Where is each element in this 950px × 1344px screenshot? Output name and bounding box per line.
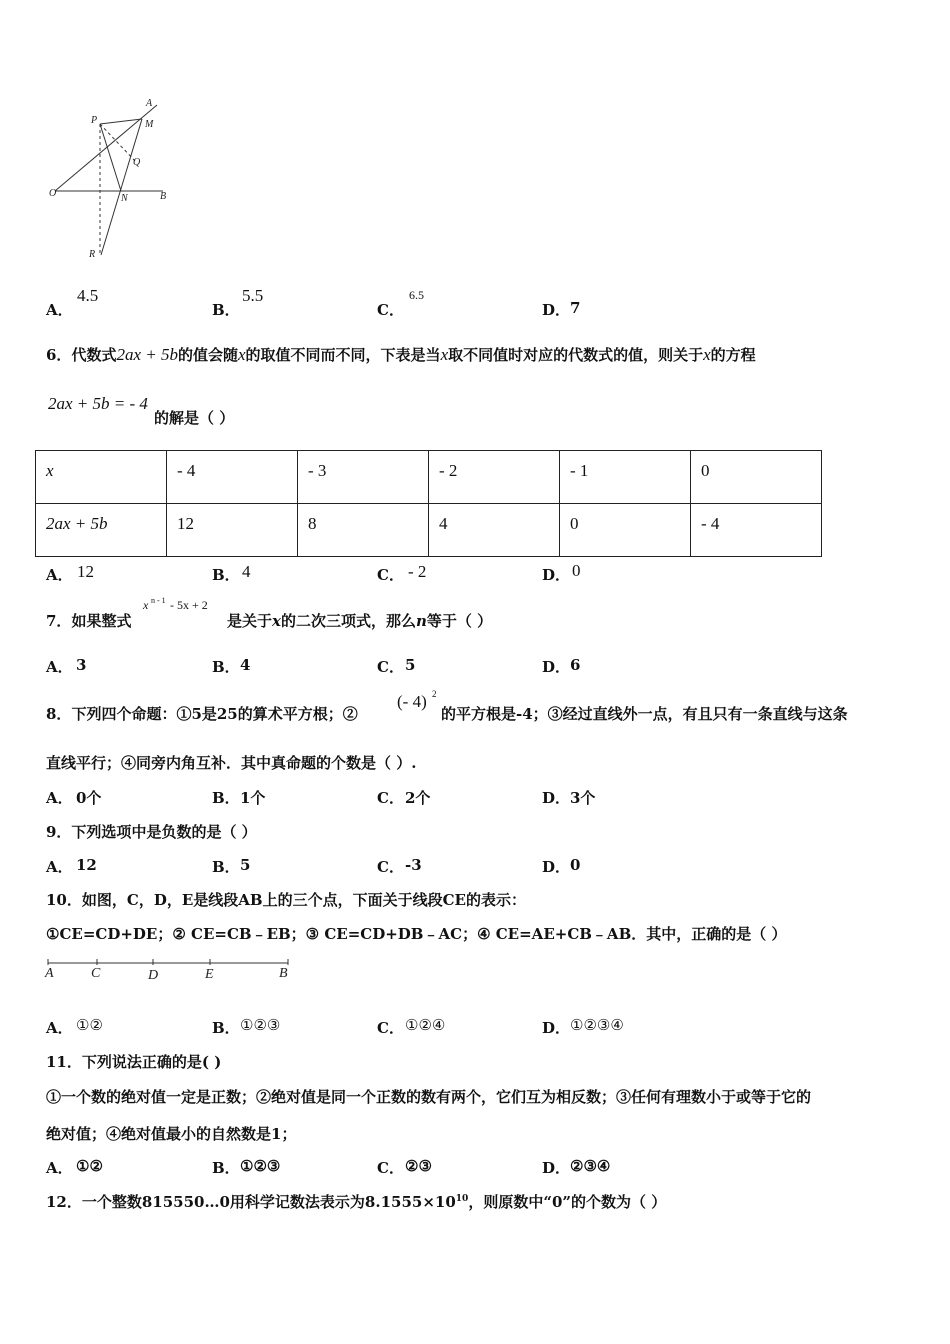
option-a-value: ①②: [76, 1157, 103, 1175]
option-c-letter: C．: [377, 566, 404, 584]
option-c-letter: C．: [377, 1159, 404, 1177]
option-d-letter: D．: [542, 301, 571, 319]
option-c-value: 2个: [405, 789, 431, 807]
q7-var-x: x: [272, 612, 281, 630]
q7-text-2: 是关于: [227, 612, 273, 630]
q6-text-4: 取不同值时对应的代数式的值，则关于: [448, 346, 704, 364]
q12-text-1: 12．一个整数815550…0用科学记数法表示为8.1555×10: [46, 1193, 456, 1211]
segment-diagram: [44, 955, 294, 985]
point-d-label: D: [148, 968, 159, 983]
option-c-value: 5: [405, 656, 416, 674]
label-n: N: [121, 193, 128, 204]
option-d-value: 7: [570, 299, 581, 317]
q6-var-x: x: [440, 345, 449, 364]
q6-text-1: 代数式: [71, 346, 117, 364]
table-cell: - 1: [560, 451, 691, 504]
table-cell: - 2: [429, 451, 560, 504]
option-c-value: 6.5: [409, 288, 424, 302]
option-b-letter: B．: [212, 658, 240, 676]
q10-statements: ①CE=CD+DE；② CE=CB﹣EB；③ CE=CD+DB﹣AC；④ CE=AE+CB﹣AB．其中，正确的是（ ）: [46, 925, 787, 943]
table-cell: 8: [298, 504, 429, 557]
option-b-value: 1个: [240, 789, 266, 807]
q8-line-2: 直线平行；④同旁内角互补．其中真命题的个数是（ ）.: [46, 754, 417, 772]
q6-value-table: [35, 450, 822, 557]
q6-expression: 2ax + 5b: [116, 345, 178, 364]
option-a-value: 12: [76, 856, 97, 874]
option-d-letter: D．: [542, 566, 571, 584]
q6-var-x: x: [238, 345, 246, 364]
q6-stem: [46, 344, 756, 365]
q7-text-1: 如果整式: [71, 612, 132, 630]
option-b-value: 5: [240, 856, 251, 874]
option-c-letter: C．: [377, 1019, 404, 1037]
q12-text-2: ，则原数中“0”的个数为（ ）: [468, 1193, 667, 1211]
option-c-letter: C．: [377, 301, 404, 319]
option-c-letter: C．: [377, 789, 404, 807]
q7-stem: [46, 610, 131, 631]
q8-number: 8．: [46, 705, 72, 723]
option-a-letter: A．: [46, 1019, 73, 1037]
option-d-value: 0: [570, 856, 581, 874]
q7-number: 7．: [46, 612, 72, 630]
q6-text-3: 的取值不同而不同，下表是当: [245, 346, 441, 364]
option-b-value: 4: [242, 562, 251, 581]
q7-exponent: n - 1: [151, 596, 166, 605]
label-q: Q: [133, 157, 141, 168]
option-b-value: ①②③: [240, 1016, 281, 1034]
table-cell: 0: [691, 451, 822, 504]
option-a-letter: A．: [46, 658, 73, 676]
option-c-value: -3: [405, 856, 422, 874]
geometry-figure: [45, 95, 185, 265]
option-a-letter: A．: [46, 789, 73, 807]
option-a-value: ①②: [76, 1016, 103, 1034]
q8-exponent: 2: [432, 689, 437, 699]
option-b-letter: B．: [212, 1159, 240, 1177]
point-a-label: A: [45, 966, 54, 981]
table-cell: - 4: [167, 451, 298, 504]
option-d-letter: D．: [542, 1159, 571, 1177]
table-row: [36, 504, 822, 557]
option-b-letter: B．: [212, 858, 240, 876]
label-r: R: [89, 249, 96, 260]
option-a-letter: A．: [46, 301, 73, 319]
option-c-letter: C．: [377, 858, 404, 876]
option-c-value: ①②④: [405, 1016, 446, 1034]
table-cell: x: [36, 451, 167, 504]
option-d-value: 3个: [570, 789, 596, 807]
q8-text-1: 下列四个命题：①5是25的算术平方根；②: [71, 705, 358, 723]
q8-text-2: 的平方根是-4；③经过直线外一点，有且只有一条直线与这条: [441, 705, 848, 723]
q10-stem: 10．如图，C，D，E是线段AB上的三个点，下面关于线段CE的表示：: [46, 891, 526, 909]
option-d-letter: D．: [542, 658, 571, 676]
table-cell: 12: [167, 504, 298, 557]
option-b-letter: B．: [212, 301, 240, 319]
table-cell: - 3: [298, 451, 429, 504]
option-b-value: 4: [240, 656, 251, 674]
q6-number: 6．: [46, 346, 72, 364]
q6-text-5: 的方程: [710, 346, 756, 364]
label-b: B: [160, 191, 167, 202]
option-b-value: ①②③: [240, 1157, 281, 1175]
q12-stem: [46, 1191, 666, 1212]
option-c-letter: C．: [377, 658, 404, 676]
q7-text-3: 的二次三项式，那么: [280, 612, 416, 630]
option-a-value: 0个: [76, 789, 102, 807]
table-cell: 2ax + 5b: [36, 504, 167, 557]
option-d-letter: D．: [542, 858, 571, 876]
q7-expression-rest: - 5x + 2: [170, 598, 208, 612]
q8-power: (- 4): [397, 692, 427, 711]
point-c-label: C: [91, 966, 101, 981]
option-a-value: 4.5: [77, 286, 99, 305]
option-b-letter: B．: [212, 789, 240, 807]
option-d-value: 0: [572, 561, 581, 580]
option-b-value: 5.5: [242, 286, 264, 305]
option-c-value: ②③: [405, 1157, 432, 1175]
q9-stem: 9．下列选项中是负数的是（ ）: [46, 823, 257, 841]
option-d-letter: D．: [542, 1019, 571, 1037]
option-a-value: 12: [77, 562, 94, 581]
option-b-letter: B．: [212, 566, 240, 584]
label-m: M: [145, 119, 154, 130]
q6-equation: 2ax + 5b = - 4: [48, 394, 148, 413]
option-d-value: 6: [570, 656, 581, 674]
label-p: P: [91, 115, 98, 126]
q7-stem-rest: [227, 610, 492, 631]
q8-stem-1: [46, 703, 358, 724]
q6-text-6: 的解是（ ）: [154, 409, 235, 427]
table-cell: 0: [560, 504, 691, 557]
q11-stem: 11．下列说法正确的是( ): [46, 1053, 222, 1071]
option-d-letter: D．: [542, 789, 571, 807]
table-cell: - 4: [691, 504, 822, 557]
table-row: [36, 451, 822, 504]
q11-line-1: ①一个数的绝对值一定是正数；②绝对值是同一个正数的数有两个，它们互为相反数；③任何有理数小于或等于它的: [46, 1088, 812, 1106]
option-d-value: ①②③④: [570, 1016, 624, 1034]
q7-base-x: x: [143, 598, 149, 612]
q7-var-n: n: [415, 612, 427, 630]
q6-var-x: x: [703, 345, 711, 364]
q6-text-2: 的值会随: [177, 346, 238, 364]
label-o: O: [49, 188, 57, 199]
q7-text-4: 等于（ ）: [426, 612, 493, 630]
option-a-letter: A．: [46, 1159, 73, 1177]
label-a: A: [146, 98, 153, 109]
option-a-value: 3: [76, 656, 87, 674]
q12-exponent: 10: [455, 1194, 469, 1204]
option-c-value: - 2: [408, 562, 427, 581]
q11-line-2: 绝对值；④绝对值最小的自然数是1；: [46, 1125, 297, 1143]
option-b-letter: B．: [212, 1019, 240, 1037]
point-b-label: B: [279, 966, 288, 981]
option-a-letter: A．: [46, 566, 73, 584]
option-a-letter: A．: [46, 858, 73, 876]
point-e-label: E: [205, 967, 214, 982]
option-d-value: ②③④: [570, 1157, 611, 1175]
table-cell: 4: [429, 504, 560, 557]
